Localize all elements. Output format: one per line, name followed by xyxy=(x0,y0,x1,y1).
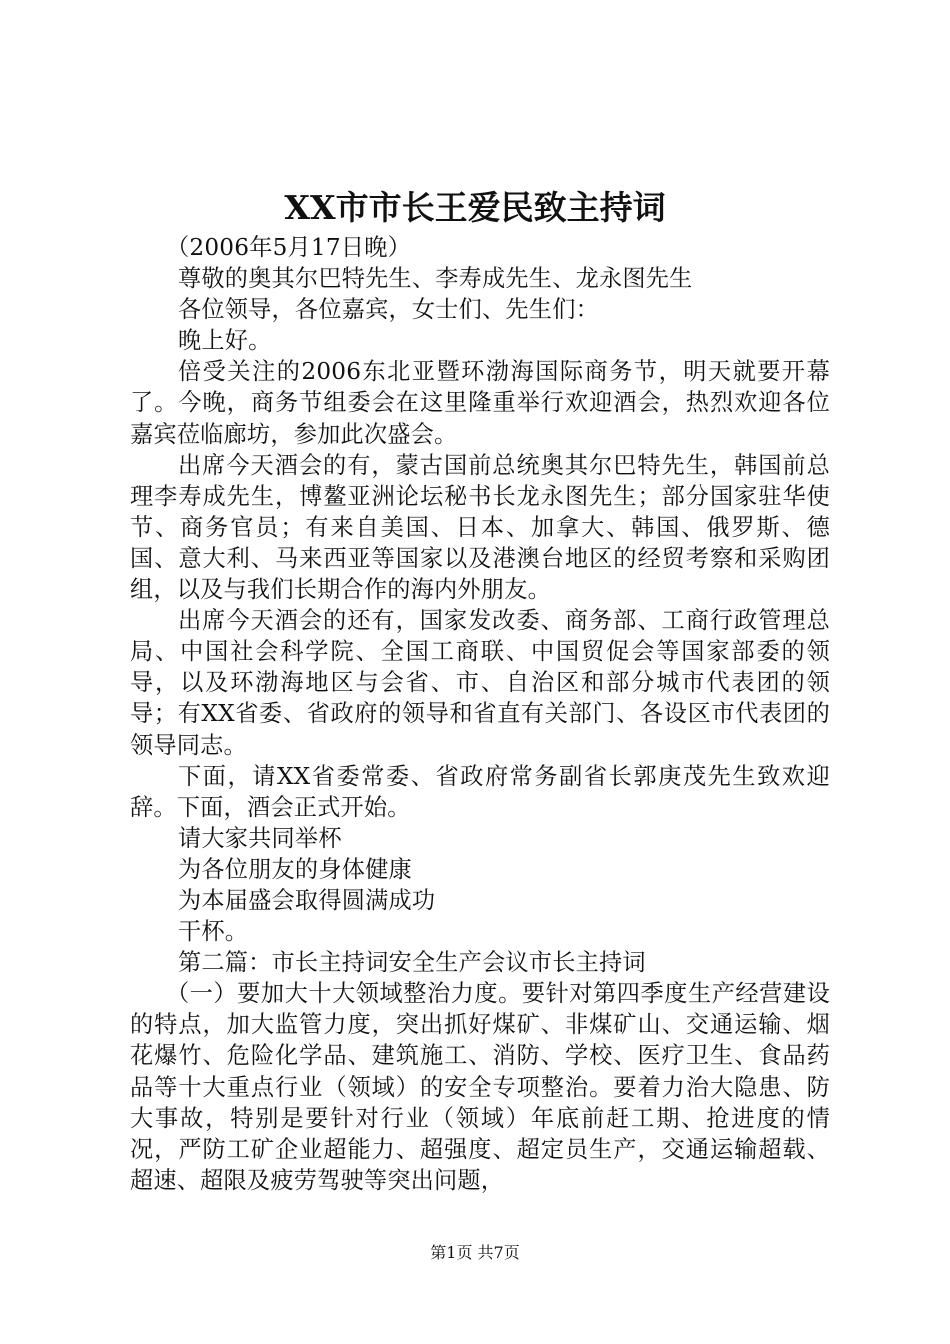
paragraph: 晚上好。 xyxy=(178,327,272,355)
paragraph: 为本届盛会取得圆满成功 xyxy=(178,886,436,914)
paragraph: 各位领导，各位嘉宾，女士们、先生们： xyxy=(178,296,599,324)
paragraph: （一）要加大十大领域整治力度。要针对第四季度生产经营建设的特点，加大监管力度，突出抓好煤矿、非煤矿山、交通运输、烟花爆竹、危险化学品、建筑施工、消防、学校、医疗卫生、食品药品等十大重点行业（领域）的安全专项整治。要着力治大隐患、防大事故，特别是要针对行业（领域）年底前赶工期、抢进度的情况，严防工矿企业超能力、超强度、超定员生产，交通运输超载、超速、超限及疲劳驾驶等突出问题， xyxy=(130,980,830,1194)
paragraph: 下面，请XX省委常委、省政府常务副省长郭庚茂先生致欢迎辞。下面，酒会正式开始。 xyxy=(130,762,830,821)
paragraph: 请大家共同举杯 xyxy=(178,824,342,852)
paragraph: （2006年5月17日晚） xyxy=(166,234,411,261)
paragraph: 第二篇：市长主持词安全生产会议市长主持词 xyxy=(178,949,646,977)
paragraph: 干杯。 xyxy=(178,918,249,946)
page-footer: 第1页 共7页 xyxy=(430,1243,520,1262)
paragraph: 为各位朋友的身体健康 xyxy=(178,855,412,883)
document-title: XX市市长王爱民致主持词 xyxy=(284,188,666,227)
paragraph: 出席今天酒会的还有，国家发改委、商务部、工商行政管理总局、中国社会科学院、全国工商联、中国贸促会等国家部委的领导，以及环渤海地区与会省、市、自治区和部分城市代表团的领导；有XX省委、省政府的领导和省直有关部门、各设区市代表团的领导同志。 xyxy=(130,607,830,759)
paragraph: 出席今天酒会的有，蒙古国前总统奥其尔巴特先生，韩国前总理李寿成先生，博鳌亚洲论坛秘书长龙永图先生；部分国家驻华使节、商务官员；有来自美国、日本、加拿大、韩国、俄罗斯、德国、意大利、马来西亚等国家以及港澳台地区的经贸考察和采购团组，以及与我们长期合作的海内外朋友。 xyxy=(130,451,830,604)
document-body xyxy=(130,232,830,1196)
paragraph: 倍受关注的2006东北亚暨环渤海国际商务节，明天就要开幕了。今晚，商务节组委会在这里隆重举行欢迎酒会，热烈欢迎各位嘉宾莅临廊坊，参加此次盛会。 xyxy=(130,358,830,448)
paragraph: 尊敬的奥其尔巴特先生、李寿成先生、龙永图先生 xyxy=(178,265,693,293)
